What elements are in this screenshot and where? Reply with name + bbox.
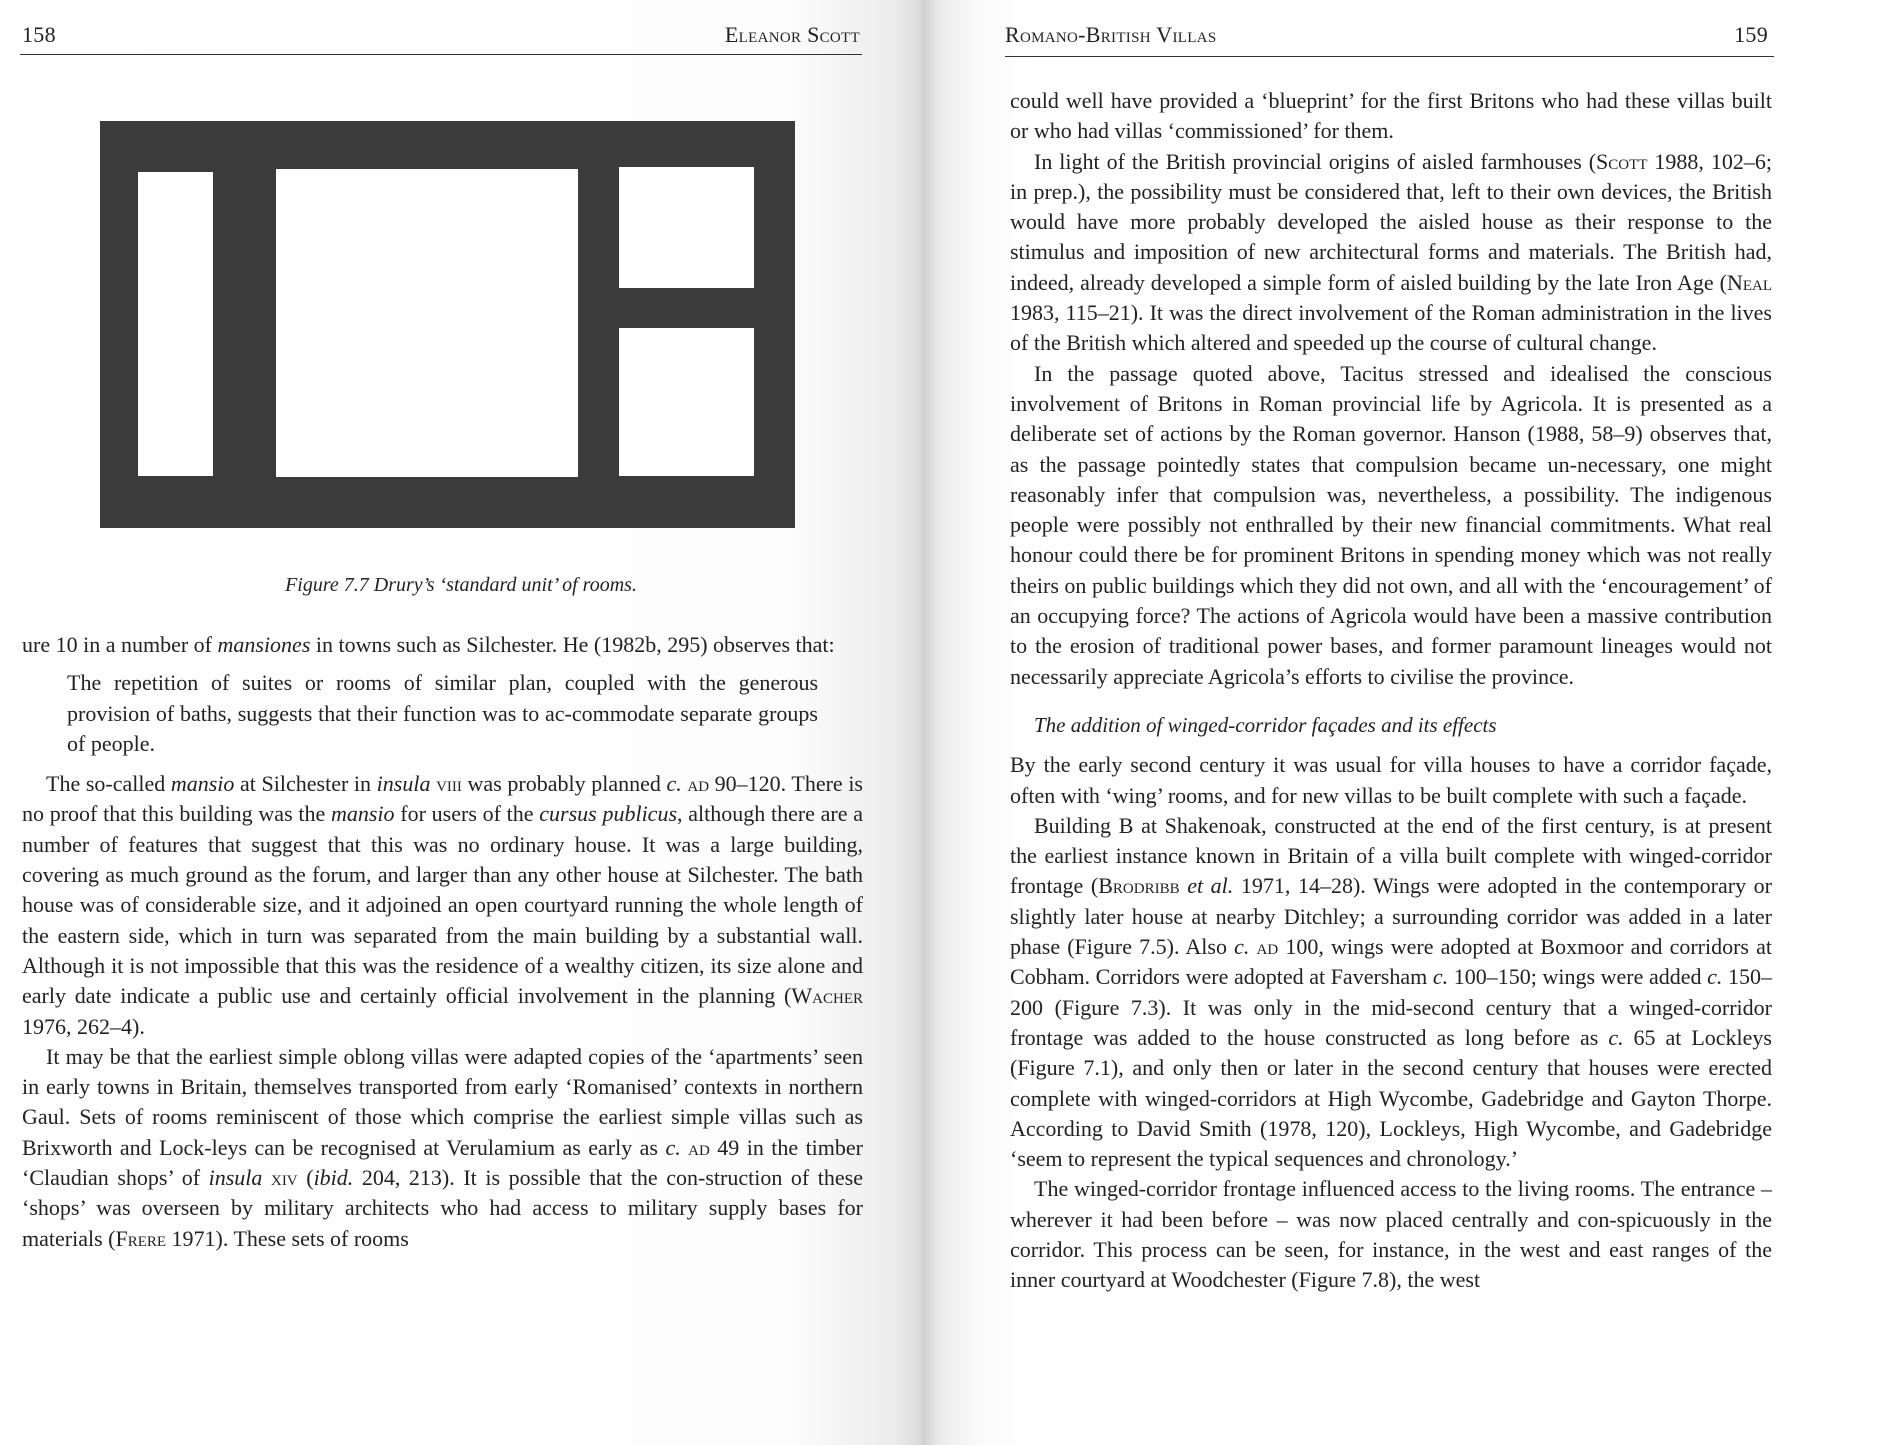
room-small-lower (619, 328, 754, 476)
left-page (0, 0, 922, 1445)
paragraph: In the passage quoted above, Tacitus stressed and idealised the conscious involvement of Britons in Roman provincial life by Agricola. It is presented as a deliberate set of actions by the Roman governor. Hanson (1988, 58–9) observes that, as the passage pointedly states that compulsion became un-necessary, one might reasonably infer that compulsion was, nevertheless, a possibility. The indigenous people were possibly not enthralled by their new financial commitments. What real honour could there be for prominent Britons in spending money which was not really theirs on public buildings which they did not own, and all with the ‘encouragement’ of an occupying force? The actions of Agricola would have been a massive contribution to the erosion of traditional power bases, and former paramount lineages would not necessarily appreciate Agricola’s efforts to civilise the province. (1010, 360, 1772, 689)
header-rule-right (1005, 56, 1774, 57)
running-head-left: Eleanor Scott (724, 22, 860, 47)
figure-caption: Figure 7.7 Drury’s ‘standard unit’ of rooms. (285, 574, 637, 596)
paragraph: It may be that the earliest simple oblong villas were adapted copies of the ‘apartments’ seen in early towns in Britain, themselves transported from early ‘Romanised’ contexts in northern Gaul. Sets of rooms reminiscent of those which comprise the earliest simple villas such as Brixworth and Lock-leys can be recognised at Verulamium as early as c. ad 49 in the timber ‘Claudian shops’ of insula xiv (ibid. 204, 213). It is possible that the con-struction of these ‘shops’ was overseen by military architects who had access to military supply bases for materials (Frere 1971). These sets of rooms (22, 1043, 864, 1251)
right-body-text (1010, 86, 1772, 1296)
header-rule-left (20, 54, 862, 55)
paragraph: By the early second century it was usual for villa houses to have a corridor façade, often with ‘wing’ rooms, and for new villas to be built complete with such a façade. (1010, 752, 1772, 808)
block-quote: The repetition of suites or rooms of similar plan, coupled with the generous provision of baths, suggests that their function was to ac-commodate separate groups of people. (67, 670, 818, 756)
room-narrow (138, 172, 213, 476)
standard-unit-figure (100, 121, 795, 528)
paragraph: Building B at Shakenoak, constructed at the end of the first century, is at present the earliest instance known in Britain of a villa built complete with winged-corridor frontage (Brodribb et al. 1971, 14–28). Wings were adopted in the contemporary or slightly later house at nearby Ditchley; a surrounding corridor was added in a later phase (Figure 7.5). Also c. ad 100, wings were adopted at Boxmoor and corridors at Cobham. Corridors were adopted at Faversham c. 100–150; wings were added c. 150–200 (Figure 7.3). It was only in the mid-second century that a winged-corridor frontage was added to the house constructed as long before as c. 65 at Lockleys (Figure 7.1), and only then or later in the second century that houses were erected complete with winged-corridors at High Wycombe, Gadebridge and Gayton Thorpe. According to David Smith (1978, 120), Lockleys, High Wycombe, and Gadebridge ‘seem to represent the typical sequences and chronology.’ (1010, 812, 1773, 1172)
page-number-left: 158 (22, 22, 56, 47)
paragraph: could well have provided a ‘blueprint’ for the first Britons who had these villas built or who had villas ‘commissioned’ for them. (1010, 88, 1772, 144)
paragraph: In light of the British provincial origins of aisled farmhouses (Scott 1988, 102–6; in prep.), the possibility must be considered that, left to their own devices, the British would have more probably developed the aisled house as their response to the stimulus and imposition of new architectural forms and materials. The British had, indeed, already developed a simple form of aisled building by the late Iron Age (Neal 1983, 115–21). It was the direct involvement of the Roman administration in the lives of the British which altered and speeded up the course of cultural change. (1010, 148, 1772, 356)
room-small-upper (619, 167, 754, 288)
paragraph: The so-called mansio at Silchester in insula viii was probably planned c. ad 90–120. There is no proof that this building was the mansio for users of the cursus publicus, although there are a number of features that suggest that this was no ordinary house. It was a large building, covering as much ground as the forum, and larger than any other house at Silchester. The bath house was of considerable size, and it adjoined an open courtyard running the whole length of the eastern side, which in turn was separated from the main building by a substantial wall. Although it is not impossible that this was the residence of a wealthy citizen, its size alone and early date indicate a public use and certainly official involvement in the planning (Wacher 1976, 262–4). (22, 771, 864, 1039)
section-subheading: The addition of winged-corridor façades and its effects (1034, 712, 1497, 737)
paragraph: ure 10 in a number of mansiones in towns such as Silchester. He (1982b, 295) observes that: (22, 632, 835, 657)
page-number-right: 159 (1734, 22, 1768, 47)
room-large (276, 169, 578, 477)
left-body-text (22, 630, 863, 1254)
paragraph: The winged-corridor frontage influenced access to the living rooms. The entrance – wherever it had been before – was now placed centrally and con-spicuously in the corridor. This process can be seen, for instance, in the west and east ranges of the inner courtyard at Woodchester (Figure 7.8), the west (1010, 1176, 1772, 1293)
running-head-right: Romano-British Villas (1005, 22, 1217, 47)
right-page (922, 0, 1878, 1445)
